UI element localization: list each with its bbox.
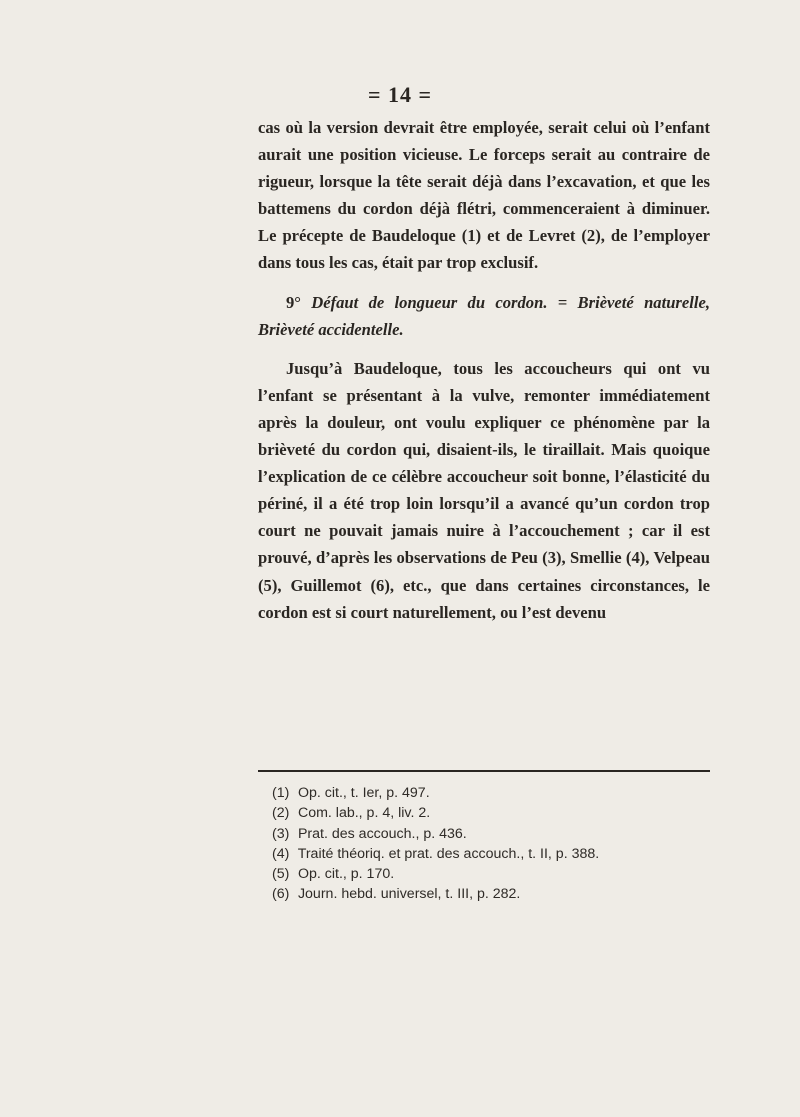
footnote-5 [272,864,712,884]
footnote-3 [272,824,712,844]
footnote-text: Prat. des accouch., p. 436. [297,825,467,842]
footnote-6 [272,884,712,904]
footnote-text: Op. cit., t. Ier, p. 497. [297,785,430,801]
section-number: 9° [286,292,301,312]
paragraph-1: cas où la version devrait être employée, serait celui où l’enfant aurait une position vicieuse. Le forceps serait au contraire de rigueur, lorsque la tête serait déjà dans l’excavation, et que les battemens du cordon déjà flétri, commenceraient à diminuer. Le précepte de Baudeloque (1) et de Levret (2), de l’employer dans tous les cas, était par trop exclusif. [258,118,710,273]
footnote-2 [272,803,712,823]
footnote-marker: (3) [272,825,290,842]
footnote-text: Journ. hebd. universel, t. III, p. 282. [297,886,521,903]
footnote-marker: (4) [272,845,290,862]
footnote-marker: (5) [272,866,290,883]
footnote-text: Com. lab., p. 4, liv. 2. [297,805,431,822]
footnote-rule [258,770,710,772]
paragraph-2: Jusqu’à Baudeloque, tous les accoucheurs qui ont vu l’enfant se présentant à la vulve, remonter immédiatement après la douleur, ont voulu expliquer ce phénomène par la brièveté du cordon qui, disaient-ils, le tiraillait. Mais quoique l’explication de ce célèbre accoucheur soit bonne, l’élasticité du périné, il a été trop loin lorsqu’il a avancé qu’un cordon trop court ne pouvait jamais nuire à l’accouchement ; car il est prouvé, d’après les observations de Peu (3), Smellie (4), Velpeau (5), Guillemot (6), etc., que dans certaines circonstances, le cordon est si court naturellement, ou l’est devenu [258,358,710,622]
section-heading [258,289,710,343]
page-number: = 14 = [367,82,433,107]
footnote-marker: (6) [272,886,290,903]
footnotes [272,783,712,905]
footnote-4 [272,844,712,864]
footnote-1 [272,783,712,803]
footnote-marker: (2) [272,805,290,822]
footnote-text: Op. cit., p. 170. [297,866,395,883]
body-text [258,114,710,626]
section-title: Défaut de longueur du cordon. = Brièveté naturelle, Brièveté accidentelle. [258,292,710,339]
footnote-text: Traité théoriq. et prat. des accouch., t. II, p. 388. [297,845,600,862]
footnote-marker: (1) [272,785,290,801]
